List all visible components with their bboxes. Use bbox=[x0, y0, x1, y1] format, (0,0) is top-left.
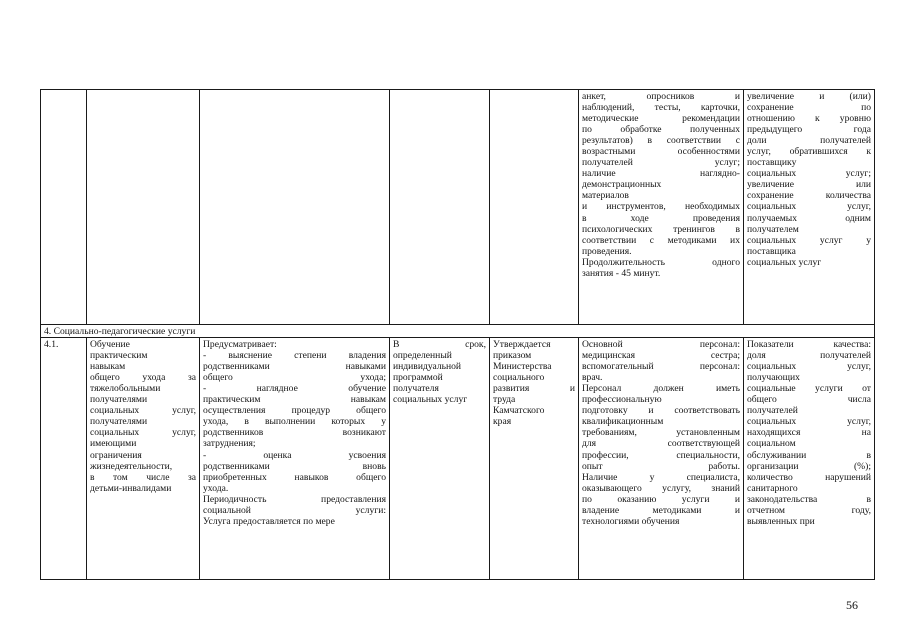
text-line: результатов) в соответствии с bbox=[582, 135, 740, 147]
service-cost bbox=[493, 339, 575, 427]
text-line: и инструментов, необходимых bbox=[582, 201, 740, 213]
cell-name-empty bbox=[87, 90, 200, 325]
text-line: родственниками вновь bbox=[203, 460, 386, 472]
text-line: Камчатского bbox=[493, 405, 545, 417]
text-line: навыкам bbox=[90, 361, 126, 373]
text-line: демонстрационных bbox=[582, 179, 662, 191]
text-line: Предусматривает: bbox=[203, 339, 277, 351]
service-conditions bbox=[582, 339, 740, 527]
text-line: по оказанию услуги и bbox=[582, 493, 740, 505]
text-line: сохранение количества bbox=[747, 190, 871, 202]
text-line: возрастными особенностями bbox=[582, 146, 740, 158]
service-term bbox=[393, 339, 486, 405]
text-line: практическим навыкам bbox=[203, 394, 386, 406]
service-description bbox=[203, 339, 386, 527]
text-line: программой bbox=[393, 372, 443, 384]
text-line: предыдущего года bbox=[747, 124, 871, 136]
text-line: вспомогательный персонал: bbox=[582, 361, 740, 373]
text-line: жизнедеятельности, bbox=[90, 460, 173, 472]
text-line: находящихся на bbox=[747, 427, 871, 439]
text-line: практическим bbox=[90, 350, 148, 362]
cell-indicators-continuation bbox=[744, 90, 875, 325]
text-line: детьми-инвалидами bbox=[90, 482, 172, 494]
text-line: социальной услуги: bbox=[203, 504, 386, 516]
text-line: материалов bbox=[582, 190, 629, 202]
text-line: края bbox=[493, 416, 512, 428]
text-line: услуг, обратившихся к bbox=[747, 146, 871, 158]
text-line: психологических тренингов в bbox=[582, 223, 740, 235]
text-line: социальные услуги от bbox=[747, 383, 871, 395]
text-line: для соответствующей bbox=[582, 438, 740, 450]
text-line: технологиями обучения bbox=[582, 515, 680, 527]
page-number: 56 bbox=[846, 598, 858, 612]
table-row-service-4-1 bbox=[41, 338, 875, 580]
text-line: Наличие у специалиста, bbox=[582, 471, 740, 483]
cell-service-conditions bbox=[579, 338, 744, 580]
text-line: по обработке полученных bbox=[582, 124, 740, 136]
text-line: Утверждается bbox=[493, 339, 551, 351]
text-line: ухода. bbox=[203, 482, 229, 494]
text-line: увеличение и (или) bbox=[747, 91, 871, 102]
text-line: санитарного bbox=[747, 482, 798, 494]
text-line: Персонал должен иметь bbox=[582, 383, 740, 395]
text-line: получателем bbox=[747, 223, 799, 235]
text-line: наличие наглядно- bbox=[582, 168, 740, 180]
text-line: получателей bbox=[747, 405, 798, 417]
cell-number-empty bbox=[41, 90, 87, 325]
text-line: оказывающего услугу, знаний bbox=[582, 482, 740, 494]
text-line: доля получателей bbox=[747, 350, 871, 362]
text-line: профессии, специальности, bbox=[582, 449, 740, 461]
text-line: квалификационным bbox=[582, 416, 664, 428]
text-line: владение методиками и bbox=[582, 504, 740, 516]
cell-cost-empty bbox=[490, 90, 579, 325]
indicators-continuation-text bbox=[747, 91, 871, 268]
text-line: доли получателей bbox=[747, 135, 871, 147]
text-line: затруднения; bbox=[203, 438, 256, 450]
text-line: общего ухода; bbox=[203, 372, 386, 384]
text-line: обслуживании в bbox=[747, 449, 871, 461]
text-line: социальных услуг, bbox=[90, 427, 196, 439]
text-line: опыт работы. bbox=[582, 460, 740, 472]
text-line: анкет, опросников и bbox=[582, 91, 740, 102]
text-line: сохранение по bbox=[747, 102, 871, 114]
cell-service-name bbox=[87, 338, 200, 580]
text-line: отношению к уровню bbox=[747, 113, 871, 125]
text-line: наблюдений, тесты, карточки, bbox=[582, 102, 740, 114]
text-line: социальном bbox=[747, 438, 796, 450]
text-line: общего числа bbox=[747, 394, 871, 406]
text-line: Показатели качества: bbox=[747, 339, 871, 351]
text-line: в ходе проведения bbox=[582, 212, 740, 224]
service-name bbox=[90, 339, 196, 494]
text-line: социальных услуг, bbox=[747, 416, 871, 428]
table-row-continuation bbox=[41, 90, 875, 325]
text-line: - наглядное обучение bbox=[203, 383, 386, 395]
text-line: получаемых одним bbox=[747, 212, 871, 224]
cell-service-cost bbox=[490, 338, 579, 580]
text-line: социальных услуг, bbox=[90, 405, 196, 417]
text-line: родственниками навыками bbox=[203, 361, 386, 373]
text-line: социальных услуг bbox=[747, 256, 822, 268]
services-table bbox=[40, 89, 875, 580]
text-line: законодательства в bbox=[747, 493, 871, 505]
text-line: медицинская сестра; bbox=[582, 350, 740, 362]
text-line: получателями bbox=[90, 394, 148, 406]
text-line: Министерства bbox=[493, 361, 552, 373]
text-line: В срок, bbox=[393, 339, 486, 351]
cell-service-indicators bbox=[744, 338, 875, 580]
service-indicators bbox=[747, 339, 871, 527]
conditions-continuation-text bbox=[582, 91, 740, 279]
text-line: социальных услуг, bbox=[747, 201, 871, 213]
text-line: получателей услуг; bbox=[582, 157, 740, 169]
text-line: увеличение или bbox=[747, 179, 871, 191]
cell-service-term bbox=[390, 338, 490, 580]
cell-service-number bbox=[41, 338, 87, 580]
text-line: развития и bbox=[493, 383, 575, 395]
text-line: поставщику bbox=[747, 157, 797, 169]
text-line: профессиональную bbox=[582, 394, 662, 406]
text-line: приказом bbox=[493, 350, 532, 362]
text-line: соответствии с методиками их bbox=[582, 234, 740, 246]
text-line: отчетном году, bbox=[747, 504, 871, 516]
text-line: Обучение bbox=[90, 339, 130, 351]
text-line: родственников возникают bbox=[203, 427, 386, 439]
text-line: приобретенных навыков общего bbox=[203, 471, 386, 483]
text-line: в том числе за bbox=[90, 471, 196, 483]
text-line: поставщика bbox=[747, 245, 796, 257]
service-number: 4.1. bbox=[44, 339, 59, 351]
text-line: занятия - 45 минут. bbox=[582, 267, 661, 279]
text-line: тяжелобольными bbox=[90, 383, 161, 395]
text-line: социальных услуг у bbox=[747, 234, 871, 246]
text-line: врач. bbox=[582, 372, 603, 384]
text-line: социальных услуг, bbox=[747, 361, 871, 373]
text-line: осуществления процедур общего bbox=[203, 405, 386, 417]
cell-service-description bbox=[200, 338, 390, 580]
text-line: получателями bbox=[90, 416, 148, 428]
text-line: Основной персонал: bbox=[582, 339, 740, 351]
text-line: методические рекомендации bbox=[582, 113, 740, 125]
text-line: ограничения bbox=[90, 449, 142, 461]
cell-conditions-continuation bbox=[579, 90, 744, 325]
text-line: получающих bbox=[747, 372, 800, 384]
text-line: Периодичность предоставления bbox=[203, 493, 386, 505]
text-line: социальных услуг; bbox=[747, 168, 871, 180]
cell-description-empty bbox=[200, 90, 390, 325]
text-line: - выяснение степени владения bbox=[203, 350, 386, 362]
text-line: труда bbox=[493, 394, 516, 406]
table-row-section-heading bbox=[41, 325, 875, 338]
text-line: проведения. bbox=[582, 245, 632, 257]
text-line: ухода, в выполнении которых у bbox=[203, 416, 386, 428]
text-line: подготовку и соответствовать bbox=[582, 405, 740, 417]
section-title: 4. Социально-педагогические услуги bbox=[41, 325, 875, 338]
text-line: общего ухода за bbox=[90, 372, 196, 384]
text-line: определенный bbox=[393, 350, 452, 362]
text-line: - оценка усвоения bbox=[203, 449, 386, 461]
text-line: организации (%); bbox=[747, 460, 871, 472]
text-line: имеющими bbox=[90, 438, 137, 450]
text-line: Услуга предоставляется по мере bbox=[203, 515, 335, 527]
text-line: социального bbox=[493, 372, 545, 384]
text-line: индивидуальной bbox=[393, 361, 462, 373]
text-line: получателя bbox=[393, 383, 439, 395]
text-line: требованиям, установленным bbox=[582, 427, 740, 439]
text-line: количество нарушений bbox=[747, 471, 871, 483]
cell-term-empty bbox=[390, 90, 490, 325]
text-line: выявленных при bbox=[747, 515, 815, 527]
text-line: Продолжительность одного bbox=[582, 256, 740, 268]
text-line: социальных услуг bbox=[393, 394, 468, 406]
